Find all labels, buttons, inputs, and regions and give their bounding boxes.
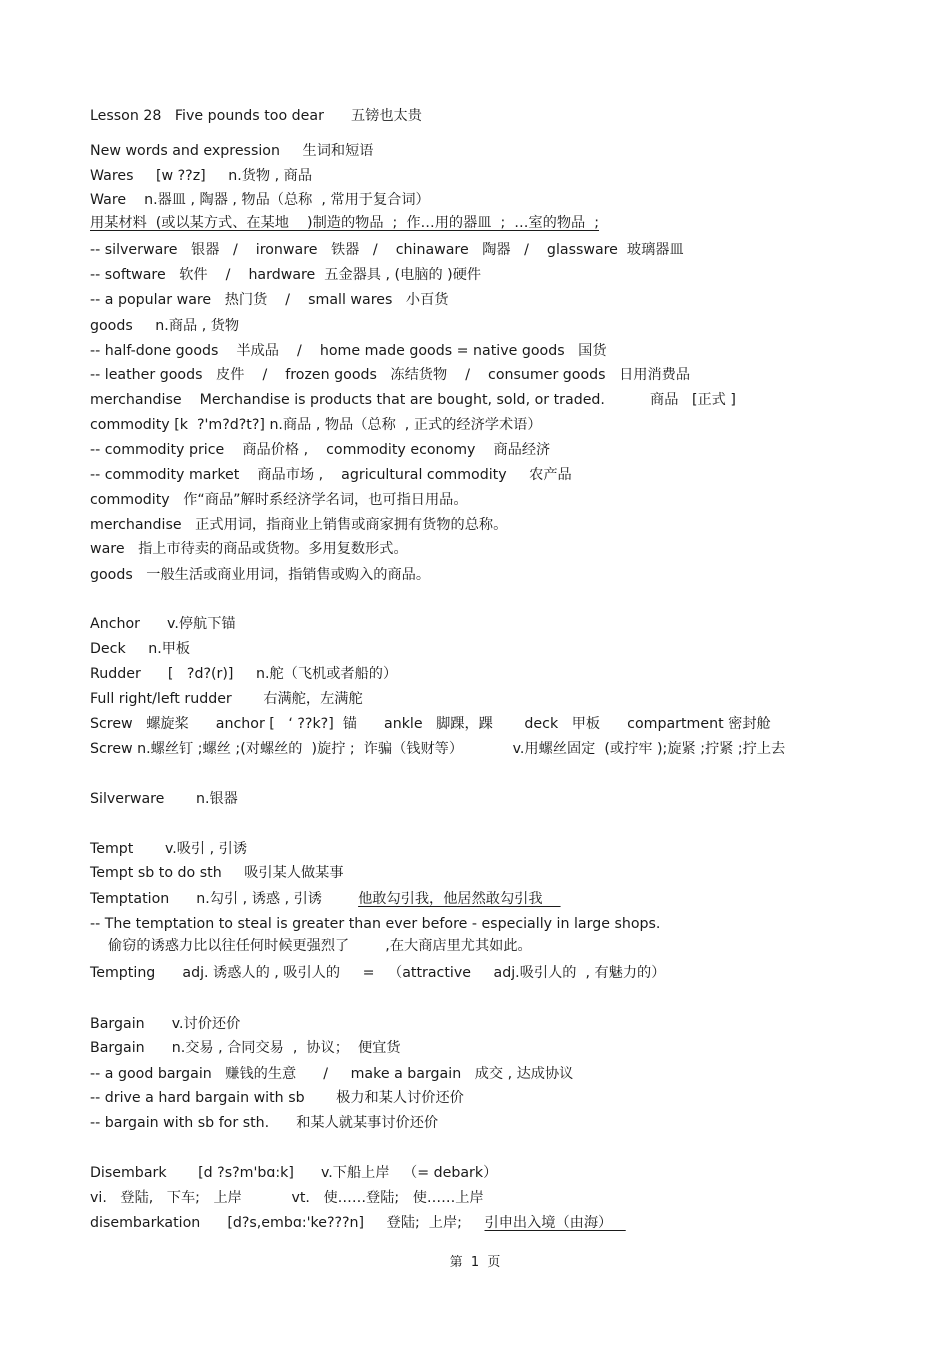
text-line: 偷窃的诱惑力比以往任何时候更强烈了 ,在大商店里尤其如此。	[90, 938, 532, 954]
text-line: goods n.商品 , 货物	[90, 318, 240, 334]
text-segment: Temptation n.勾引 , 诱惑 , 引诱	[90, 891, 359, 907]
text-line: Deck n.甲板	[90, 641, 191, 657]
text-line	[90, 214, 599, 232]
text-line: Screw 螺旋桨 anchor [ ‘ ??k?] 锚 ankle 脚踝，踝 deck 甲板 compartment 密封舱	[90, 716, 771, 732]
text-line: commodity [k ?'m?d?t?] n.商品 , 物品（总称 , 正式的经济学术语）	[90, 417, 542, 433]
text-line	[90, 1214, 626, 1232]
lesson-title: Lesson 28 Five pounds too dear 五镑也太贵	[90, 108, 422, 124]
text-line: -- silverware 银器 / ironware 铁器 / chinaware 陶器 / glassware 玻璃器皿	[90, 242, 684, 258]
text-line: -- half-done goods 半成品 / home made goods = native goods 国货	[90, 343, 607, 359]
text-line: -- bargain with sb for sth. 和某人就某事讨价还价	[90, 1115, 439, 1131]
text-line: -- commodity market 商品市场 , agricultural commodity 农产品	[90, 467, 572, 483]
text-line: Bargain n.交易 , 合同交易 , 协议； 便宜货	[90, 1040, 401, 1056]
text-line: -- drive a hard bargain with sb 极力和某人讨价还价	[90, 1090, 464, 1106]
text-line: commodity 作“商品”解时系经济学名词，也可指日用品。	[90, 492, 468, 508]
text-line: Tempt v.吸引 , 引诱	[90, 841, 248, 857]
text-line: -- a good bargain 赚钱的生意 / make a bargain 成交 , 达成协议	[90, 1066, 574, 1082]
underlined-text: 引申出入境（由海）	[484, 1215, 626, 1231]
text-line: Disembark [d ?s?m'bɑ:k] v.下船上岸 （= debark）	[90, 1165, 498, 1181]
text-line: ware 指上市待卖的商品或货物。多用复数形式。	[90, 541, 408, 557]
text-line: Tempting adj. 诱惑人的 , 吸引人的 = （attractive adj.吸引人的 , 有魅力的）	[90, 965, 666, 981]
underlined-text: 用某材料 (或以某方式、在某地 )制造的物品 ; 作…用的器皿 ; …室的物品 ;	[90, 215, 600, 231]
text-line: vi. 登陆, 下车; 上岸 vt. 使……登陆; 使……上岸	[90, 1190, 484, 1206]
text-line: Ware n.器皿 , 陶器 , 物品（总称 , 常用于复合词）	[90, 192, 430, 208]
text-line: -- a popular ware 热门货 / small wares 小百货	[90, 292, 449, 308]
page-number: 第 1 页	[449, 1255, 501, 1270]
text-line	[90, 890, 561, 908]
text-line: Wares [w ??z] n.货物 , 商品	[90, 168, 313, 184]
text-line: Tempt sb to do sth 吸引某人做某事	[90, 865, 344, 881]
text-line: Anchor v.停航下锚	[90, 616, 236, 632]
text-line: Bargain v.讨价还价	[90, 1016, 241, 1032]
text-line: merchandise Merchandise is products that are bought, sold, or traded. 商品 [正式 ]	[90, 392, 736, 408]
text-line: merchandise 正式用词，指商业上销售或商家拥有货物的总称。	[90, 517, 508, 533]
text-line: Rudder [ ?d?(r)] n.舵（飞机或者船的）	[90, 666, 398, 682]
text-line: -- The temptation to steal is greater than ever before - especially in large shops.	[90, 916, 661, 932]
text-line: goods 一般生活或商业用词，指销售或购入的商品。	[90, 567, 431, 583]
text-line: -- commodity price 商品价格 , commodity economy 商品经济	[90, 442, 551, 458]
section-heading: New words and expression 生词和短语	[90, 143, 374, 159]
text-segment: disembarkation [d?s,embɑ:'ke???n] 登陆; 上岸;	[90, 1215, 485, 1231]
text-line: Full right/left rudder 右满舵，左满舵	[90, 691, 363, 707]
text-line: -- software 软件 / hardware 五金器具 , (电脑的 )硬件	[90, 267, 482, 283]
text-line: Screw n.螺丝钉 ;螺丝 ;(对螺丝的 )旋拧 ; 诈骗（钱财等） v.用螺丝固定 (或拧牢 );旋紧 ;拧紧 ;拧上去	[90, 741, 786, 757]
underlined-text: 他敢勾引我，他居然敢勾引我	[358, 891, 561, 907]
text-line: Silverware n.银器	[90, 791, 238, 807]
text-line: -- leather goods 皮件 / frozen goods 冻结货物 / consumer goods 日用消费品	[90, 367, 691, 383]
